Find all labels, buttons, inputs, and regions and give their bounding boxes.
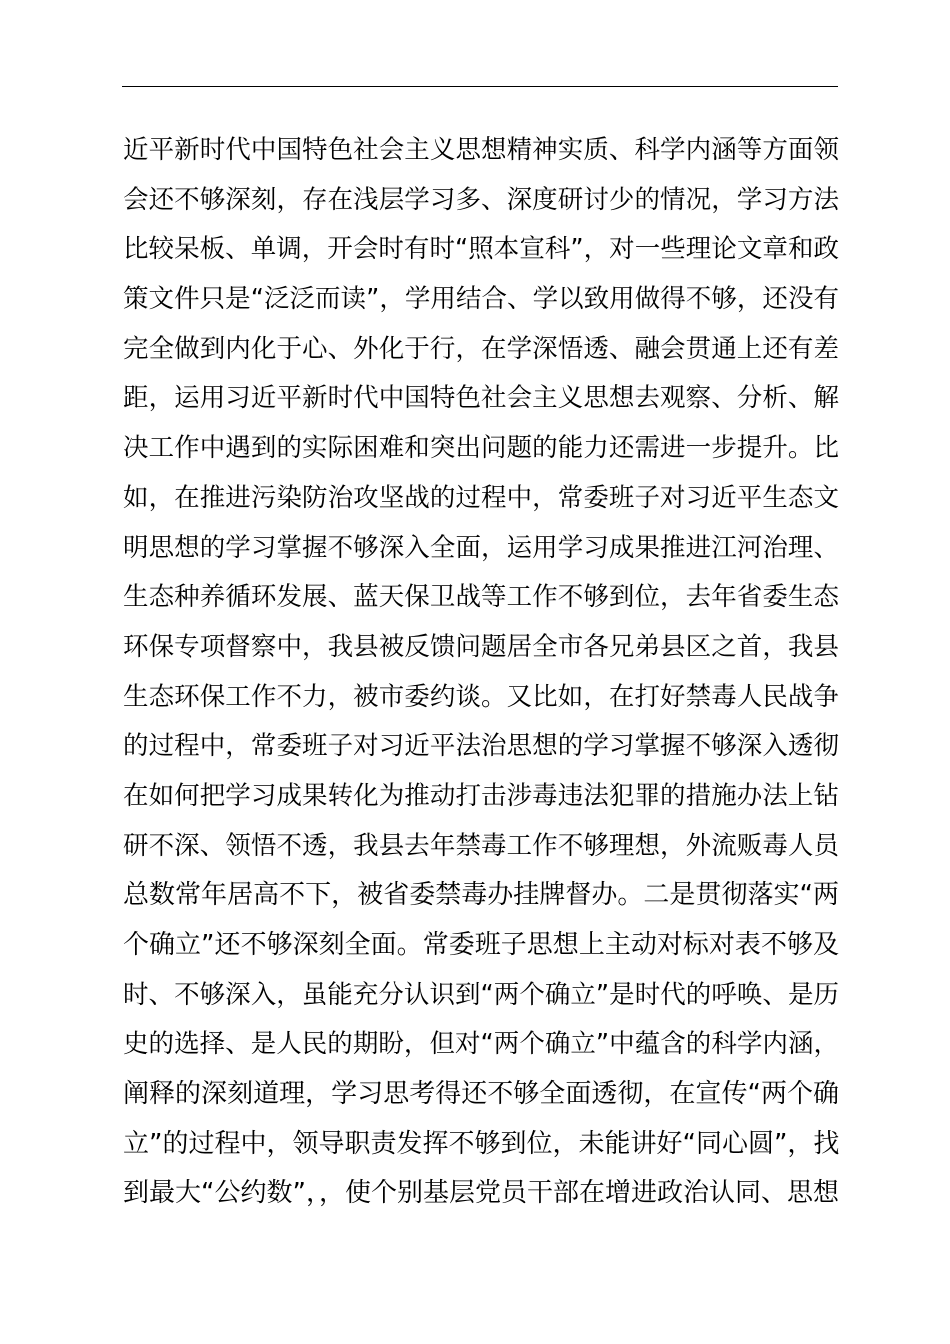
text-line: 个确立”还不够深刻全面。常委班子思想上主动对标对表不够及 [123,930,839,960]
text-line: 的过程中，常委班子对习近平法治思想的学习掌握不够深入透彻 [123,731,839,762]
text-line: 决工作中遇到的实际困难和突出问题的能力还需进一步提升。比 [123,433,839,464]
text-line: 明思想的学习掌握不够深入全面，运用学习成果推进江河治理、 [123,532,839,563]
text-line: 总数常年居高不下，被省委禁毒办挂牌督办。二是贯彻落实“两 [123,880,839,911]
text-line: 生态种养循环发展、蓝天保卫战等工作不够到位，去年省委生态 [123,582,839,613]
text-line: 时、不够深入，虽能充分认识到“两个确立”是时代的呼唤、是历 [123,979,839,1010]
text-line: 完全做到内化于心、外化于行，在学深悟透、融会贯通上还有差 [123,333,839,364]
text-line: 会还不够深刻，存在浅层学习多、深度研讨少的情况，学习方法 [123,184,839,215]
text-line: 史的选择、是人民的期盼，但对“两个确立”中蕴含的科学内涵， [123,1029,839,1060]
text-line: 生态环保工作不力，被市委约谈。又比如，在打好禁毒人民战争 [123,681,839,712]
text-line: 环保专项督察中，我县被反馈问题居全市各兄弟县区之首，我县 [123,631,839,662]
text-line: 研不深、领悟不透，我县去年禁毒工作不够理想，外流贩毒人员 [123,830,839,861]
body-paragraph [123,126,839,1219]
text-line: 在如何把学习成果转化为推动打击涉毒违法犯罪的措施办法上钻 [123,780,839,811]
text-line: 阐释的深刻道理，学习思考得还不够全面透彻，在宣传“两个确 [123,1079,839,1110]
text-line: 距，运用习近平新时代中国特色社会主义思想去观察、分析、解 [123,383,839,414]
text-line: 到最大“公约数”，，使个别基层党员干部在增进政治认同、思想 [123,1178,839,1209]
text-line: 策文件只是“泛泛而读”，学用结合、学以致用做得不够，还没有 [123,284,839,315]
header-rule [122,86,838,87]
text-line: 立”的过程中，领导职责发挥不够到位，未能讲好“同心圆”，找 [123,1128,840,1159]
text-line: 比较呆板、单调，开会时有时“照本宣科”，对一些理论文章和政 [123,234,839,265]
text-line: 近平新时代中国特色社会主义思想精神实质、科学内涵等方面领 [123,135,839,165]
text-line: 如，在推进污染防治攻坚战的过程中，常委班子对习近平生态文 [123,482,839,513]
